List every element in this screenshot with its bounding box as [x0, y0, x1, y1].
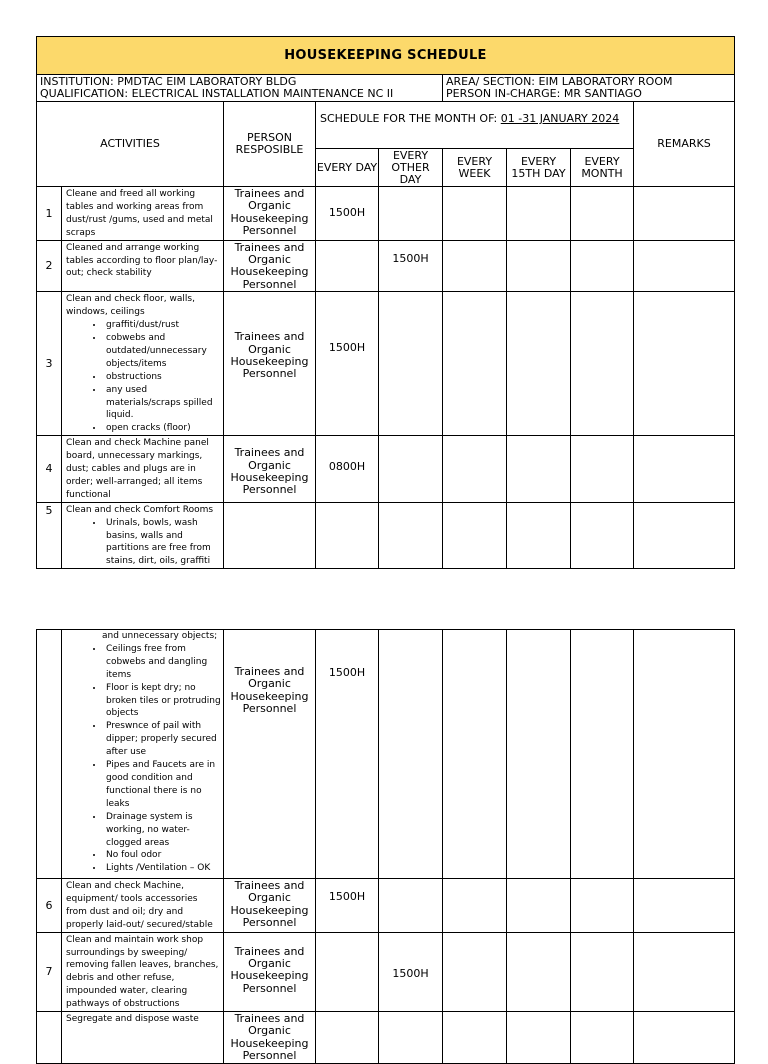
every-other-day-cell	[379, 187, 443, 241]
every-month-cell	[571, 240, 634, 292]
schedule-table-page-1	[36, 36, 735, 569]
row-number	[37, 630, 62, 879]
activity-checklist	[66, 319, 221, 435]
row-number: 3	[37, 292, 62, 436]
every-15th-day-cell	[507, 630, 571, 879]
checklist-item: • graffiti/dust/rust	[104, 319, 221, 332]
remarks-cell	[634, 292, 735, 436]
row-number: 5	[37, 502, 62, 569]
row-number: 2	[37, 240, 62, 292]
every-day-cell: 1500H	[316, 292, 379, 436]
every-other-day-cell	[379, 1012, 443, 1064]
schedule-month-value: 01 -31 JANUARY 2024	[500, 112, 620, 125]
table-row	[37, 1012, 735, 1064]
checklist-item: • Urinals, bowls, wash basins, walls and partitions are free from stains, dirt, oils, graffiti	[104, 517, 221, 569]
person-in-charge-line: PERSON IN-CHARGE: MR SANTIAGO	[446, 87, 642, 100]
row-number: 7	[37, 932, 62, 1011]
every-15th-day-cell	[507, 436, 571, 503]
person-responsible: Trainees and Organic Housekeeping Personnel	[224, 187, 316, 241]
header-every-other-day: EVERY OTHER DAY	[379, 149, 443, 187]
activity-text: Clean and check Machine, equipment/ tools accessories from dust and oil; dry and properly laid-out/ secured/stable	[62, 879, 224, 933]
person-responsible	[224, 502, 316, 569]
every-other-day-cell	[379, 436, 443, 503]
header-remarks: REMARKS	[634, 102, 735, 187]
every-15th-day-cell	[507, 240, 571, 292]
checklist-item: • open cracks (floor)	[104, 422, 221, 435]
remarks-cell	[634, 240, 735, 292]
header-every-15th-day: EVERY 15TH DAY	[507, 149, 571, 187]
every-month-cell	[571, 630, 634, 879]
every-day-cell	[316, 932, 379, 1011]
person-responsible: Trainees and Organic Housekeeping Personnel	[224, 932, 316, 1011]
every-other-day-cell: 1500H	[379, 932, 443, 1011]
qualification-line: QUALIFICATION: ELECTRICAL INSTALLATION MAINTENANCE NC II	[40, 87, 394, 100]
row-number	[37, 1012, 62, 1064]
every-day-cell: 0800H	[316, 436, 379, 503]
activity-text: Clean and maintain work shop surroundings by sweeping/ removing fallen leaves, branches, debris and other refuse, impounded water, clearing pathways of obstructions	[62, 932, 224, 1011]
header-every-week: EVERY WEEK	[443, 149, 507, 187]
area-info	[443, 75, 735, 102]
every-day-cell	[316, 240, 379, 292]
remarks-cell	[634, 932, 735, 1011]
every-week-cell	[443, 932, 507, 1011]
every-15th-day-cell	[507, 187, 571, 241]
activity-text: Clean and check floor, walls, windows, ceilings	[66, 294, 195, 318]
every-15th-day-cell	[507, 879, 571, 933]
page-title: HOUSEKEEPING SCHEDULE	[37, 37, 735, 75]
every-month-cell	[571, 932, 634, 1011]
every-week-cell	[443, 436, 507, 503]
person-responsible: Trainees and Organic Housekeeping Personnel	[224, 240, 316, 292]
header-person-responsible: PERSON RESPOSIBLE	[224, 102, 316, 187]
header-every-day: EVERY DAY	[316, 149, 379, 187]
every-15th-day-cell	[507, 1012, 571, 1064]
every-other-day-cell	[379, 502, 443, 569]
every-week-cell	[443, 187, 507, 241]
header-every-month: EVERY MONTH	[571, 149, 634, 187]
every-15th-day-cell	[507, 502, 571, 569]
table-row	[37, 292, 735, 436]
table-row	[37, 240, 735, 292]
table-row	[37, 932, 735, 1011]
table-row	[37, 436, 735, 503]
activity-cell	[62, 630, 224, 879]
every-month-cell	[571, 436, 634, 503]
checklist-item: • Ceilings free from cobwebs and dangling items	[104, 643, 221, 682]
every-week-cell	[443, 630, 507, 879]
table-row	[37, 879, 735, 933]
every-week-cell	[443, 240, 507, 292]
remarks-cell	[634, 187, 735, 241]
every-week-cell	[443, 879, 507, 933]
every-month-cell	[571, 502, 634, 569]
every-month-cell	[571, 879, 634, 933]
every-month-cell	[571, 292, 634, 436]
person-responsible: Trainees and Organic Housekeeping Personnel	[224, 630, 316, 879]
activity-checklist	[66, 643, 221, 875]
every-week-cell	[443, 292, 507, 436]
schedule-table-page-2	[36, 629, 735, 1064]
header-schedule-month	[316, 102, 634, 149]
remarks-cell	[634, 879, 735, 933]
person-responsible: Trainees and Organic Housekeeping Personnel	[224, 879, 316, 933]
remarks-cell	[634, 1012, 735, 1064]
every-other-day-cell	[379, 879, 443, 933]
every-day-cell: 1500H	[316, 187, 379, 241]
table-row	[37, 502, 735, 569]
institution-line: INSTITUTION: PMDTAC EIM LABORATORY BLDG	[40, 75, 297, 88]
checklist-item: • Preswnce of pail with dipper; properly secured after use	[104, 720, 221, 759]
every-month-cell	[571, 187, 634, 241]
activity-cell	[62, 292, 224, 436]
checklist-item: • any used materials/scraps spilled liquid.	[104, 384, 221, 423]
activity-checklist	[66, 517, 221, 569]
row-number: 4	[37, 436, 62, 503]
person-responsible: Trainees and Organic Housekeeping Personnel	[224, 1012, 316, 1064]
every-week-cell	[443, 502, 507, 569]
checklist-item: • Drainage system is working, no water-clogged areas	[104, 811, 221, 850]
checklist-item: • No foul odor	[104, 849, 221, 862]
remarks-cell	[634, 436, 735, 503]
every-day-cell	[316, 1012, 379, 1064]
table-row	[37, 630, 735, 879]
remarks-cell	[634, 630, 735, 879]
every-other-day-cell: 1500H	[379, 240, 443, 292]
remarks-cell	[634, 502, 735, 569]
activity-text: and unnecessary objects;	[102, 631, 218, 641]
activity-text: Cleane and freed all working tables and working areas from dust/rust /gums, used and metal scraps	[62, 187, 224, 241]
person-responsible: Trainees and Organic Housekeeping Personnel	[224, 292, 316, 436]
checklist-item: • obstructions	[104, 371, 221, 384]
activity-cell	[62, 502, 224, 569]
institution-info	[37, 75, 443, 102]
every-day-cell: 1500H	[316, 879, 379, 933]
activity-text: Clean and check Machine panel board, unnecessary markings, dust; cables and plugs are in order; well-arranged; all items functional	[62, 436, 224, 503]
every-other-day-cell	[379, 292, 443, 436]
every-month-cell	[571, 1012, 634, 1064]
checklist-item: • Lights /Ventilation – OK	[104, 862, 221, 875]
activity-text: Clean and check Comfort Rooms	[66, 504, 214, 515]
every-15th-day-cell	[507, 932, 571, 1011]
every-day-cell	[316, 502, 379, 569]
checklist-item: • Floor is kept dry; no broken tiles or protruding objects	[104, 682, 221, 721]
header-activities: ACTIVITIES	[37, 102, 224, 187]
activity-text: Cleaned and arrange working tables according to floor plan/lay-out; check stability	[62, 240, 224, 292]
row-number: 6	[37, 879, 62, 933]
activity-text: Segregate and dispose waste	[62, 1012, 224, 1064]
row-number: 1	[37, 187, 62, 241]
every-day-cell: 1500H	[316, 630, 379, 879]
person-responsible: Trainees and Organic Housekeeping Personnel	[224, 436, 316, 503]
table-row	[37, 187, 735, 241]
area-line: AREA/ SECTION: EIM LABORATORY ROOM	[446, 75, 673, 88]
checklist-item: • cobwebs and outdated/unnecessary objects/items	[104, 332, 221, 371]
every-week-cell	[443, 1012, 507, 1064]
checklist-item: • Pipes and Faucets are in good condition and functional there is no leaks	[104, 759, 221, 811]
schedule-label: SCHEDULE FOR THE MONTH OF:	[320, 112, 501, 125]
every-15th-day-cell	[507, 292, 571, 436]
every-other-day-cell	[379, 630, 443, 879]
